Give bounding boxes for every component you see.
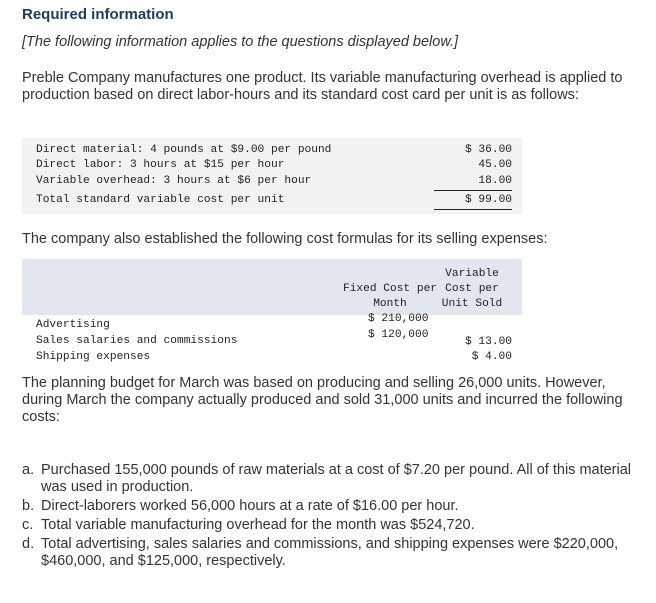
row-label: Direct material: 4 pounds at $9.00 per pound (36, 144, 332, 156)
row-label: Sales salaries and commissions (36, 335, 238, 347)
list-marker: d. (22, 536, 35, 552)
list-marker: a. (22, 462, 35, 478)
list-text: Total advertising, sales salaries and commissions, and shipping expenses were $220,000, $460,000, and $125,000, respectively. (41, 536, 619, 569)
planning-budget-paragraph: The planning budget for March was based on producing and selling 26,000 units. However, during March the company actually produced and sold 31,000 units and incurred the following costs: (22, 375, 623, 425)
list-item (22, 536, 642, 570)
selling-expense-table (22, 259, 522, 363)
row-label: Direct labor: 3 hours at $15 per hour (36, 159, 285, 171)
row-fixed: $ 120,000 (368, 329, 429, 341)
row-variable: $ 13.00 (465, 336, 512, 348)
total-amount: $ 99.00 (465, 194, 512, 206)
row-label: Variable overhead: 3 hours at $6 per hour (36, 175, 312, 187)
row-variable: $ 4.00 (471, 351, 512, 363)
list-marker: c. (22, 517, 34, 533)
standard-cost-table (22, 138, 522, 214)
row-fixed: $ 210,000 (368, 313, 429, 325)
standard-cost-total-row (22, 194, 522, 209)
total-label: Total standard variable cost per unit (36, 194, 285, 206)
intro-paragraph: Preble Company manufactures one product. Its variable manufacturing overhead is applied to production based on direct labor-hours and its standard cost card per unit is as follows: (22, 70, 623, 103)
subtotal-rule (434, 190, 512, 191)
row-amount: 45.00 (478, 159, 512, 171)
list-text: Purchased 155,000 pounds of raw materials at a cost of $7.20 per pound. All of this material was used in production. (41, 462, 632, 495)
standard-cost-row (22, 144, 522, 159)
row-label: Shipping expenses (36, 351, 151, 363)
list-marker: b. (22, 498, 35, 514)
note: [The following information applies to the questions displayed below.] (22, 34, 459, 50)
heading: Required information (22, 6, 174, 23)
selling-table-header (22, 259, 522, 315)
standard-cost-row (22, 159, 522, 174)
row-amount: 18.00 (478, 175, 512, 187)
cost-list (22, 462, 642, 572)
list-item (22, 498, 642, 515)
standard-cost-row (22, 175, 522, 190)
selling-intro: The company also established the following cost formulas for its selling expenses: (22, 231, 548, 247)
row-label: Advertising (36, 319, 110, 331)
total-rule (434, 209, 512, 210)
list-item (22, 517, 642, 534)
list-text: Direct-laborers worked 56,000 hours at a rate of $16.00 per hour. (41, 498, 459, 514)
header-fixed-cost: Fixed Cost per Month (343, 283, 437, 310)
row-amount: $ 36.00 (465, 144, 512, 156)
header-variable-cost: Variable Cost per Unit Sold (441, 268, 503, 310)
list-text: Total variable manufacturing overhead for the month was $524,720. (41, 517, 475, 533)
list-item (22, 462, 642, 496)
